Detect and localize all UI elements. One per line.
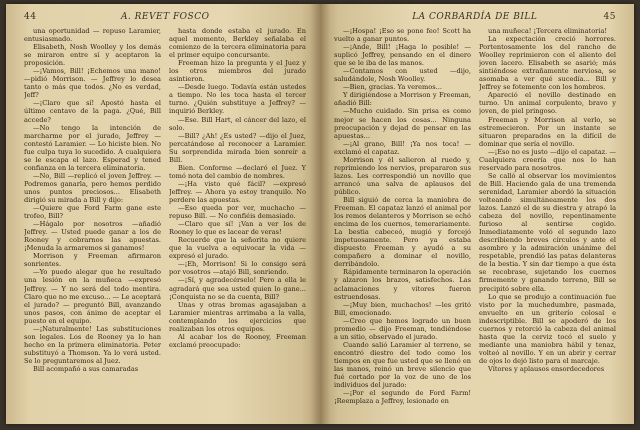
paragraph: —Contamos con usted —dijo, saludándole, Nosh Woolley. — [334, 67, 471, 84]
paragraph: —¡Vamos, Bill! ¡Echemos una mano! —pidió Morrison. — Jeffrey lo desea tanto o más que todos. ¿No es verdad, Jeff? — [24, 67, 161, 100]
paragraph: Y dirigiéndose a Morrison y Freeman, añadió Bill: — [334, 91, 471, 108]
paragraph: —¡Sí, y agradecérselo! Pero a ella le agradará que sea usted quien lo gane... ¡Conquista no se da cuenta, Bill? — [169, 276, 306, 301]
paragraph: —Ese. Bill Hart, el cáncer del lazo, el solo. — [169, 115, 306, 132]
paragraph: Freeman y Morrison al verlo, se estremecieron. Por un instante se situaron preparados en la difícil de dominar que sería el novillo. — [479, 115, 616, 148]
paragraph: Cuando salió Laramier al terreno, se encontró diestro del todo como los tiempos en que fue usted que se llenó en las manos, reinó un breve silencio que fué cortado por la voz de uno de los individuos del jurado: — [334, 340, 471, 390]
paragraph: —Bill? ¿Ah! ¿Es usted? —dijo el Juez, percatándose al reconocer a Laramier. Su sorprendida mirada bien sonreír a Bill. — [169, 131, 306, 164]
paragraph: —¡Ande, Bill! ¡Haga lo posible! —suplicó Jeffrey, pensando en el dinero que se le iba de las manos. — [334, 43, 471, 68]
book-spread — [6, 4, 634, 424]
paragraph: —¡Muy bien, muchachos! —les gritó Bill, emocionado. — [334, 300, 471, 317]
right-column-1 — [334, 27, 471, 423]
left-page — [6, 4, 320, 424]
left-column-1 — [24, 27, 161, 423]
paragraph: —Mucho cuidado. Sin prisa es como mejor se hacen los cosas... Ninguna preocupación y dejad de pensar en las apuestas... — [334, 107, 471, 140]
left-page-number: 44 — [24, 12, 37, 22]
right-page — [320, 4, 634, 424]
right-page-number: 45 — [603, 12, 616, 22]
paragraph: —¡Naturalmente! Las substituciones son legales. Los de Rooney ya lo han hecho en la primera eliminatoria. Peter substituyó a Thomson. Ya lo verá usted. Se lo preguntaremos al Juez. — [24, 324, 161, 365]
right-column-2 — [479, 27, 616, 423]
paragraph: —Yo puedo alegar que he resultado una lesión en la muñeca —expresó Jeffrey. — Y no será del todo mentira. Claro que no me excuso... — Le aceptará el jurado? — preguntó Bill, avanzando unos pasos, con ánimo de aceptar el puesto en el equipo. — [24, 268, 161, 325]
paragraph: Apareció el novillo destinado en turno. Un animal corpulento, bravo y joven, de piel pringoso. — [479, 91, 616, 116]
paragraph: —Creo que hemos logrado un buen promedio — dijo Freeman, tendiéndose a un sitio, observado el jurado. — [334, 316, 471, 341]
paragraph: —No, Bill —replicó el joven Jeffrey. — Podremos ganarla, pero hemos perdido unos puntos preciosos... Elisabeth dirigió su mirada a Bill y dijo: — [24, 171, 161, 204]
left-column-2 — [169, 27, 306, 423]
paragraph: Recuerde que la señorita no quiere que la vuelva a equivocar la vida —expresó el jurado. — [169, 236, 306, 261]
paragraph: —Claro que sí! ¡Van a ver los de Rooney lo que es lacear de veras! — [169, 220, 306, 237]
paragraph: Vítores y aplausos ensordecedores — [488, 364, 605, 373]
paragraph: —¡Eh, Morrison! Si lo consigo será por vosotros —atajó Bill, sonriendo. — [169, 260, 306, 277]
right-gutter-shadow — [320, 4, 330, 424]
paragraph: Elisabeth, Nosh Woolley y los demás se miraron entre sí y aceptaron la proposición. — [24, 43, 161, 68]
paragraph: —¡Eso no es justo —dijo el capataz. — Cualquiera creería que nos lo han reservado para nosotros. — [479, 147, 616, 172]
left-gutter-shadow — [310, 4, 320, 424]
paragraph: Bill siguió de cerca la maniobra de Freeman. El capataz lanzó el animal por los remos delanteros y Morrison se echó encima de los cuernos, temerariamente. La bestia cabeceó, mugió y forcejó impetuosamente. Pero ya estaba dispuesto Freeman y ayudó a su compañero a dominar el novillo, derribándolo. — [334, 195, 471, 269]
paragraph: Bien. Conforme —declaró el Juez. Y tomó nota del cambio de nombres. — [169, 163, 306, 180]
paragraph: —Hágalo por nosotros —añadió Jeffrey. — Usted puede ganar a los de Rooney y cobrarnos las apuestas. ¡Menuda la armaremos si ganamos! — [24, 220, 161, 253]
paragraph: Bill acompañó a sus camaradas — [33, 364, 139, 373]
paragraph: —No tengo la intención de marcharme por el jurado, Jeffrey —contestó Laramier. — Lo hiciste bien. No fue culpa tuya lo sucedido. A cualquiera se le escapa el lazo. Esperad y tened confianza en la tercera eliminatoria. — [24, 123, 161, 172]
paragraph: La expectación creció horrores. Portentosamente los del rancho de Woolley reprimieron con el aliento del joven lacero. Elisabeth se asarió; más sintiéndose extrañamente nerviosa, se asomaba a ver qué sucedía... Bill y Jeffrey se fotemente con los hombros. — [479, 35, 616, 92]
paragraph: Morrison y él salieron al ruedo y, reprimiendo los nervios, prepararon sus lazos. Les correspondió un novillo que arrancó una salva de aplausos del público. — [334, 155, 471, 196]
paragraph: —¡Claro que sí! Apostó hasta el último centavo de la paga. ¿Qué, Bill accede? — [24, 99, 161, 124]
paragraph: —¡Al grano, Bill! ¡Ya nos toca! —exclamó el capataz. — [334, 139, 471, 156]
paragraph: —Desde luego. Todavía están ustedes a tiempo. No les toca hasta el tercer turno. ¿Quién substituye a Jeffrey? —inquirió Berkley. — [169, 83, 306, 116]
paragraph: —¡Hospa! ¡Eso se pone feo! Scott ha vuelto a ganar puntos. — [334, 27, 471, 44]
paragraph: una oportunidad — repuso Laramier, entusiasmado. — [24, 27, 161, 44]
paragraph: —¡Por el segundo de Ford Farm! ¡Reemplaza a Jeffrey, lesionado en — [334, 389, 471, 406]
paragraph: Freeman hizo la pregunta y el Juez y los otros miembros del jurado asintieron. — [169, 59, 306, 84]
paragraph: una muñeca! ¡Tercera eliminatoria! — [488, 27, 608, 35]
paragraph: Rápidamente terminaron la operación y alzaron los brazos, satisfechos. Las aclamaciones y vítores fueron estruendosas. — [334, 268, 471, 301]
paragraph: —Quiere que Ford Farm gane este trofeo, Bill? — [24, 204, 161, 221]
left-header-title: A. REVET FOSCO — [120, 12, 210, 22]
paragraph: —¡Ha visto qué fácil? —expresó Jeffrey. — Ahora ya estoy tranquilo. No perdere las apuestas. — [169, 179, 306, 204]
paragraph: Morrison y Freeman afirmaron sonrientes. — [24, 252, 161, 269]
left-running-head — [24, 12, 306, 24]
paragraph: —Eso queda por ver, muchacho —repuso Bill. — No confiéis demasiado. — [169, 204, 306, 221]
paragraph: Al acabar los de Rooney, Freeman exclamó preocupado: — [169, 332, 306, 349]
right-header-title: LA CORBARDÍA DE BILL — [412, 12, 538, 22]
paragraph: Unas y otras bromas agasajaban a Laramier mientras arrimaba a la valla, contemplando los ejercicios que realizaban los otros equipos. — [169, 300, 306, 333]
right-running-head — [334, 12, 616, 24]
paragraph: Se calló al observar los movimientos de Bill. Haciendo gala de una tremenda serenidad, Laramier abordó la situación volteando simultáneamente los dos lazos. Lanzó el de su diestra y atrapó la cabeza del novillo, repentinamente furioso al sentirse cogido. Inmediatamente voló el segundo lazo describiendo breves círculos y ante el asombro y la admiración unánime del respetable, prendió las patas delanteras de la bestia. Y sin dar tiempo a que ésta se recobrase, sujetando los cuernos firmemente y ganando terreno, Bill se precipitó sobre ella. — [479, 171, 616, 293]
paragraph: —Bien, gracias. Ya veremos... — [343, 83, 442, 92]
paragraph: hasta donde estaba el jurado. En aquel momento, Berkley señalaba el comienzo de la tercera eliminatoria para el primer equipo concursante. — [169, 27, 306, 60]
paragraph: Lo que se produjo a continuación fue visto por la muchedumbre, pasmada, envuelto en un griterío colosal e indescriptible. Bill se apoderó de los cuernos y retorció la cabeza del animal hasta que la cerviz tocó el suelo y mediante una maniobra hábil y tenaz, volteó al novillo. Y en un abrir y cerrar de ojos lo dejó listo para el marcaje. — [479, 292, 616, 365]
